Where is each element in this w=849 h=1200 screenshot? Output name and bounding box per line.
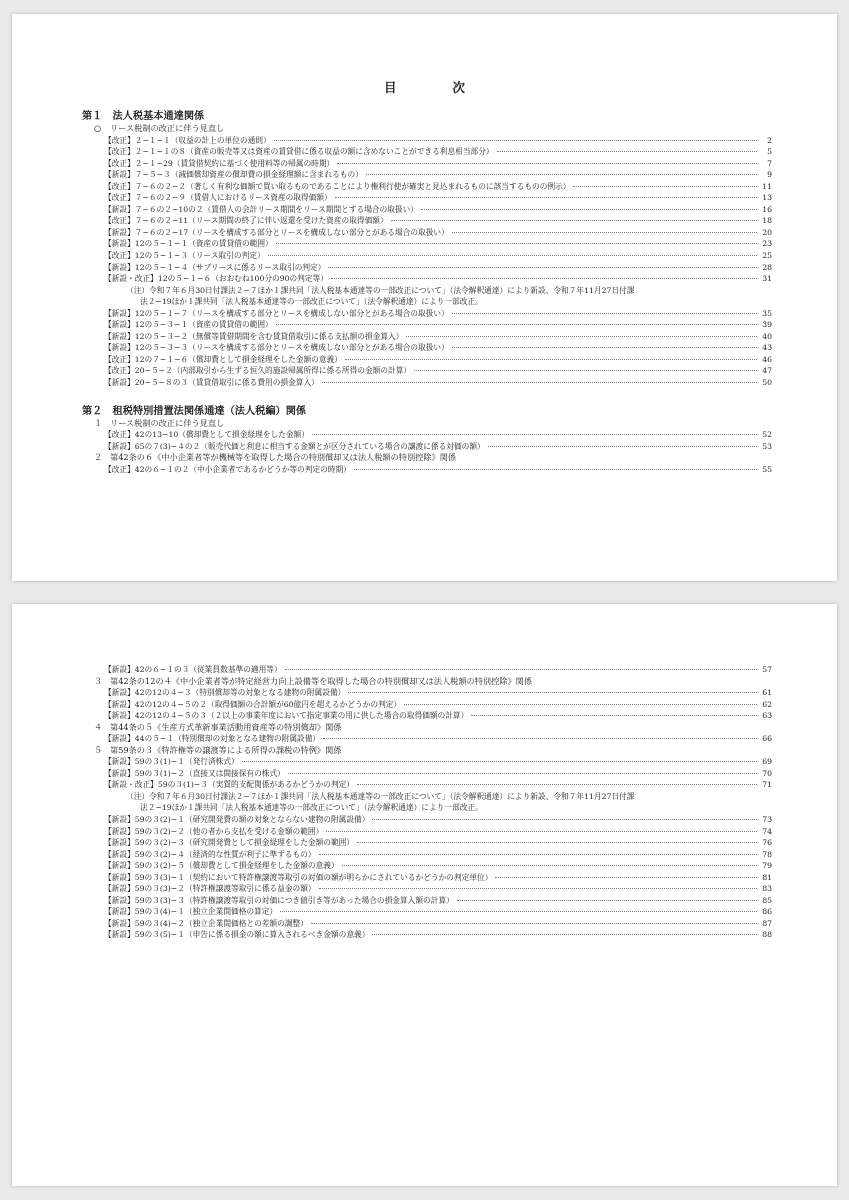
section-heading: 第１ 法人税基本通達関係 <box>82 110 205 122</box>
toc-entry-title: 【新設】59の３(5)−１（申告に係る損金の額に算入されるべき金額の意義） <box>104 930 370 940</box>
toc-entry-page: 11 <box>762 181 772 191</box>
toc-entry-page: 71 <box>762 780 772 790</box>
toc-list <box>82 756 772 791</box>
toc-entry-page: 74 <box>762 826 772 836</box>
toc-entry-page: 73 <box>762 814 772 824</box>
dot-leader <box>495 877 757 878</box>
toc-entry <box>82 135 772 147</box>
toc-entry-page: 76 <box>762 838 772 848</box>
toc-entry <box>82 441 772 453</box>
dot-leader <box>322 382 757 383</box>
toc-content <box>82 107 772 475</box>
toc-entry-title: 【新設】12の５−１−４（サブリースに係るリース取引の判定） <box>104 262 326 272</box>
toc-entry-title: 【新設】59の３(2)−２（他の者から支払を受ける金額の範囲） <box>104 826 324 836</box>
toc-entry <box>82 849 772 861</box>
toc-entry-page: 78 <box>762 849 772 859</box>
toc-entry-page: 5 <box>767 147 772 157</box>
toc-entry <box>82 262 772 274</box>
toc-entry <box>82 158 772 170</box>
dot-leader <box>276 324 757 325</box>
toc-entry-title: 【新設】59の３(2)−３（研究開発費として損金経理をした金額の範囲） <box>104 838 355 848</box>
toc-entry-title: 【改正】２−１−１（収益の計上の単位の通則） <box>104 135 271 145</box>
subsection-heading: ５ 第59条の３《特許権等の譲渡等による所得の課税の特例》関係 <box>94 744 342 755</box>
toc-entry-title: 【新設】42の12の４−５の３（２以上の事業年度において指定事業の用に供した場合の取得価額の計算） <box>104 711 469 721</box>
toc-entry-title: 【改正】42の13−10（償却費として損金経理をした金額） <box>104 430 309 440</box>
subsection-heading: １ リース税制の改正に伴う見直し <box>94 417 225 428</box>
toc-entry <box>82 429 772 441</box>
toc-list <box>82 464 772 476</box>
dot-leader <box>421 209 757 210</box>
toc-entry-title: 【新設】12の５−３−３（リースを構成する部分とリースを構成しない部分とがある場合の取扱い） <box>104 343 449 353</box>
dot-leader <box>457 900 757 901</box>
toc-entry <box>82 273 772 285</box>
dot-leader <box>312 434 757 435</box>
toc-entry-page: 9 <box>767 170 772 180</box>
dot-leader <box>497 151 757 152</box>
dot-leader <box>471 715 757 716</box>
toc-entry <box>82 331 772 343</box>
dot-leader <box>452 232 757 233</box>
toc-entry <box>82 238 772 250</box>
toc-entry-title: 【改正】20−５−２（内部取引から生ずる恒久的施設帰属所得に係る所得の金額の計算） <box>104 366 412 376</box>
toc-entry <box>82 192 772 204</box>
toc-entry <box>82 687 772 699</box>
dot-leader <box>242 761 757 762</box>
dot-leader <box>268 255 757 256</box>
toc-entry <box>82 860 772 872</box>
toc-content <box>82 664 772 941</box>
toc-list <box>82 429 772 452</box>
toc-entry-title: 【新設】65の７(3)−４の２（販売代価と利息に相当する金額とが区分されている場合の譲渡に係る対価の額） <box>104 441 485 451</box>
toc-entry-title: 【新設】42の12の４−３（特別償却等の対象となる建物の附属設備） <box>104 688 346 698</box>
toc-list <box>82 814 772 941</box>
subsection-heading: ３ 第42条の12の４《中小企業者等が特定経営力向上設備等を取得した場合の特別償却又は法人税額の特別控除》関係 <box>94 675 533 686</box>
dot-leader <box>573 186 757 187</box>
toc-entry-title: 【新設】20−５−８の３（賃貸借取引に係る費用の損金算入） <box>104 377 319 387</box>
page-title: 目 次 <box>383 80 466 95</box>
dot-leader <box>331 278 757 279</box>
toc-entry-page: 79 <box>762 861 772 871</box>
toc-entry <box>82 918 772 930</box>
toc-entry <box>82 464 772 476</box>
toc-entry-title: 【新設】42の６−１の３（従業員数基準の適用等） <box>104 665 282 674</box>
toc-entry <box>82 250 772 262</box>
toc-entry-title: 【新設】12の５−１−７（リースを構成する部分とリースを構成しない部分とがある場合の取扱い） <box>104 308 449 318</box>
subsection-heading: ○ リース税制の改正に伴う見直し <box>94 123 225 133</box>
toc-entry-page: 88 <box>762 930 772 940</box>
dot-leader <box>319 854 757 855</box>
toc-entry <box>82 814 772 826</box>
dot-leader <box>391 220 757 221</box>
toc-list <box>82 733 772 745</box>
toc-entry-title: 【新設】12の５−３−２（無償等賃借期間を含む賃貸借取引に係る支払額の損金算入） <box>104 331 404 341</box>
dot-leader <box>406 336 757 337</box>
toc-list <box>82 664 772 676</box>
toc-entry-page: 7 <box>767 158 772 168</box>
toc-entry-page: 20 <box>762 227 772 237</box>
toc-entry <box>82 146 772 158</box>
toc-entry-page: 55 <box>762 464 772 474</box>
toc-entry <box>82 710 772 722</box>
toc-entry <box>82 779 772 791</box>
toc-entry <box>82 733 772 745</box>
toc-entry-page: 16 <box>762 204 772 214</box>
dot-leader <box>366 174 757 175</box>
toc-entry-title: 【新設】59の３(4)−１（独立企業間価格の算定） <box>104 907 278 917</box>
toc-entry <box>82 342 772 354</box>
toc-entry <box>82 756 772 768</box>
toc-list <box>82 135 772 285</box>
toc-entry-title: 【新設・改正】12の５−１−６（おおむね100分の90の判定等） <box>104 274 328 284</box>
toc-entry-title: 【改正】２−１−１の８（資産の販売等又は資産の賃貸借に係る収益の額に含めないことができる利息相当部分） <box>104 147 494 157</box>
toc-entry-page: 57 <box>762 665 772 674</box>
toc-entry-title: 【改正】７−６の２−２（著しく有利な価額で買い取るものであることにより権利行使が確実と見込まれるものに該当するものの例示） <box>104 181 571 191</box>
toc-entry-page: 18 <box>762 216 772 226</box>
toc-list <box>82 687 772 722</box>
toc-entry-title: 【新設】12の５−１−１（資産の賃貸借の範囲） <box>104 239 273 249</box>
toc-entry <box>82 906 772 918</box>
subsection-heading: ２ 第42条の６《中小企業者等が機械等を取得した場合の特別償却又は法人税額の特別控除》関係 <box>94 452 457 463</box>
toc-entry-title: 【改正】12の７−１−６（償却費として損金経理をした金額の意義） <box>104 354 342 364</box>
toc-entry <box>82 215 772 227</box>
dot-leader <box>342 865 757 866</box>
toc-entry-page: 28 <box>762 262 772 272</box>
toc-entry-page: 52 <box>762 430 772 440</box>
dot-leader <box>276 243 757 244</box>
toc-entry <box>82 837 772 849</box>
toc-entry-title: 【新設】59の３(4)−２（独立企業間価格との差額の調整） <box>104 918 308 928</box>
toc-entry-title: 【改正】７−６の２−９（賃借人におけるリース資産の取得価額） <box>104 193 332 203</box>
dot-leader <box>372 934 757 935</box>
toc-entry <box>82 826 772 838</box>
toc-entry-page: 47 <box>762 366 772 376</box>
toc-entry-title: 【新設】59の３(2)−４（経済的な性質が利子に準ずるもの） <box>104 849 316 859</box>
toc-entry-title: 【新設】59の３(3)−３（特許権譲渡等取引の対価につき値引き等があった場合の損金算入額の計算） <box>104 895 454 905</box>
dot-leader <box>328 267 757 268</box>
toc-entry-title: 【改正】42の６−１の２（中小企業者であるかどうか等の判定の時期） <box>104 464 351 474</box>
toc-note: （注）令和７年６月30日付課法２−７ほか１課共同「法人税基本通達等の一部改正について」（法令解釈通達）により新設、令和７年11月27日付課 法２−19ほか１課共同「法人税基本通達等の一部改正について」（法令解釈通達）により一部改正。 <box>126 791 635 813</box>
toc-entry <box>82 872 772 884</box>
dot-leader <box>488 446 757 447</box>
section-heading: 第２ 租税特別措置法関係通達（法人税編）関係 <box>82 404 307 417</box>
dot-leader <box>323 738 757 739</box>
toc-entry-page: 87 <box>762 918 772 928</box>
dot-leader <box>354 469 757 470</box>
toc-entry <box>82 169 772 181</box>
dot-leader <box>280 911 757 912</box>
toc-entry <box>82 365 772 377</box>
toc-entry-page: 85 <box>762 895 772 905</box>
toc-entry-page: 53 <box>762 441 772 451</box>
toc-entry-title: 【新設】７−６の２−17（リースを構成する部分とリースを構成しない部分とがある場合の取扱い） <box>104 227 449 237</box>
toc-entry-page: 61 <box>762 688 772 698</box>
toc-entry-page: 63 <box>762 711 772 721</box>
toc-entry-page: 25 <box>762 250 772 260</box>
toc-entry-page: 83 <box>762 884 772 894</box>
toc-entry-title: 【改正】12の５−１−３（リース取引の判定） <box>104 250 265 260</box>
toc-entry-page: 40 <box>762 331 772 341</box>
toc-list <box>82 308 772 389</box>
toc-entry-page: 46 <box>762 354 772 364</box>
toc-entry-page: 31 <box>762 274 772 284</box>
toc-entry <box>82 308 772 320</box>
dot-leader <box>452 347 757 348</box>
dot-leader <box>274 140 757 141</box>
toc-entry <box>82 929 772 941</box>
toc-entry-page: 66 <box>762 734 772 744</box>
toc-entry-title: 【新設・改正】59の３(1)−３（実質的支配関係があるかどうかの判定） <box>104 780 355 790</box>
dot-leader <box>345 359 757 360</box>
toc-entry-title: 【新設】59の３(2)−１（研究開発費の額の対象とならない建物の附属設備） <box>104 814 370 824</box>
toc-entry-page: 81 <box>762 872 772 882</box>
dot-leader <box>357 784 757 785</box>
toc-entry-title: 【新設】59の３(3)−２（特許権譲渡等取引に係る益金の額） <box>104 884 316 894</box>
toc-entry-title: 【新設】59の３(1)−２（直接又は間接保有の株式） <box>104 768 285 778</box>
toc-entry-page: 70 <box>762 768 772 778</box>
toc-entry-page: 69 <box>762 757 772 767</box>
toc-entry-title: 【新設】12の５−３−１（資産の賃貸借の範囲） <box>104 320 273 330</box>
dot-leader <box>319 888 757 889</box>
toc-entry-page: 86 <box>762 907 772 917</box>
toc-entry-title: 【新設】59の３(3)−１（契約において特許権譲渡等取引の対価の額が明らかにされているかどうかの判定単位） <box>104 872 493 882</box>
toc-entry-title: 【新設】42の12の４−５の２（取得価額の合計額が60億円を超えるかどうかの判定） <box>104 699 402 709</box>
toc-entry-title: 【新設】59の３(2)−５（償却費として損金経理をした金額の意義） <box>104 861 339 871</box>
toc-note: （注）令和７年６月30日付課法２−７ほか１課共同「法人税基本通達等の一部改正について」（法令解釈通達）により新設、令和７年11月27日付課 法２−19ほか１課共同「法人税基本通達等の一部改正について」（法令解釈通達）により一部改正。 <box>126 285 635 307</box>
toc-entry-page: 23 <box>762 239 772 249</box>
dot-leader <box>414 370 757 371</box>
toc-entry <box>82 377 772 389</box>
toc-entry <box>82 895 772 907</box>
toc-entry <box>82 227 772 239</box>
toc-entry-page: 50 <box>762 377 772 387</box>
toc-entry-page: 2 <box>767 135 772 145</box>
dot-leader <box>348 692 757 693</box>
toc-entry <box>82 319 772 331</box>
dot-leader <box>288 773 757 774</box>
dot-leader <box>372 819 757 820</box>
document-page-2 <box>12 604 837 1186</box>
toc-entry <box>82 204 772 216</box>
dot-leader <box>311 923 757 924</box>
dot-leader <box>326 831 757 832</box>
subsection-heading: ４ 第44条の５《生産方式革新事業活動用資産等の特別償却》関係 <box>94 721 342 732</box>
toc-entry-title: 【新設】７−６の２−10の２（賃借人の会計リース期間をリース期間とする場合の取扱い） <box>104 204 419 214</box>
dot-leader <box>285 669 757 670</box>
toc-entry-page: 35 <box>762 308 772 318</box>
toc-entry-title: 【新設】７−５−３（減価償却資産の償却費の損金経理額に含まれるもの） <box>104 170 363 180</box>
toc-entry-title: 【改正】７−６の２−11（リース期間の終了に伴い返還を受けた資産の取得価額） <box>104 216 388 226</box>
toc-entry-page: 39 <box>762 320 772 330</box>
dot-leader <box>335 197 757 198</box>
toc-entry <box>82 354 772 366</box>
dot-leader <box>404 704 757 705</box>
toc-entry-title: 【新設】44の５−１（特別償却の対象となる建物の附属設備） <box>104 734 321 744</box>
toc-entry-page: 13 <box>762 193 772 203</box>
dot-leader <box>337 163 757 164</box>
toc-entry <box>82 768 772 780</box>
toc-entry-title: 【新設】59の３(1)−１（発行済株式） <box>104 757 239 767</box>
dot-leader <box>452 313 757 314</box>
dot-leader <box>357 842 757 843</box>
toc-entry <box>82 699 772 711</box>
toc-entry <box>82 664 772 676</box>
toc-entry <box>82 181 772 193</box>
toc-entry-page: 43 <box>762 343 772 353</box>
toc-entry-title: 【改正】２−１−29（賃貸借契約に基づく使用料等の帰属の時期） <box>104 158 335 168</box>
toc-entry-page: 62 <box>762 699 772 709</box>
document-page-1 <box>12 14 837 581</box>
toc-entry <box>82 883 772 895</box>
